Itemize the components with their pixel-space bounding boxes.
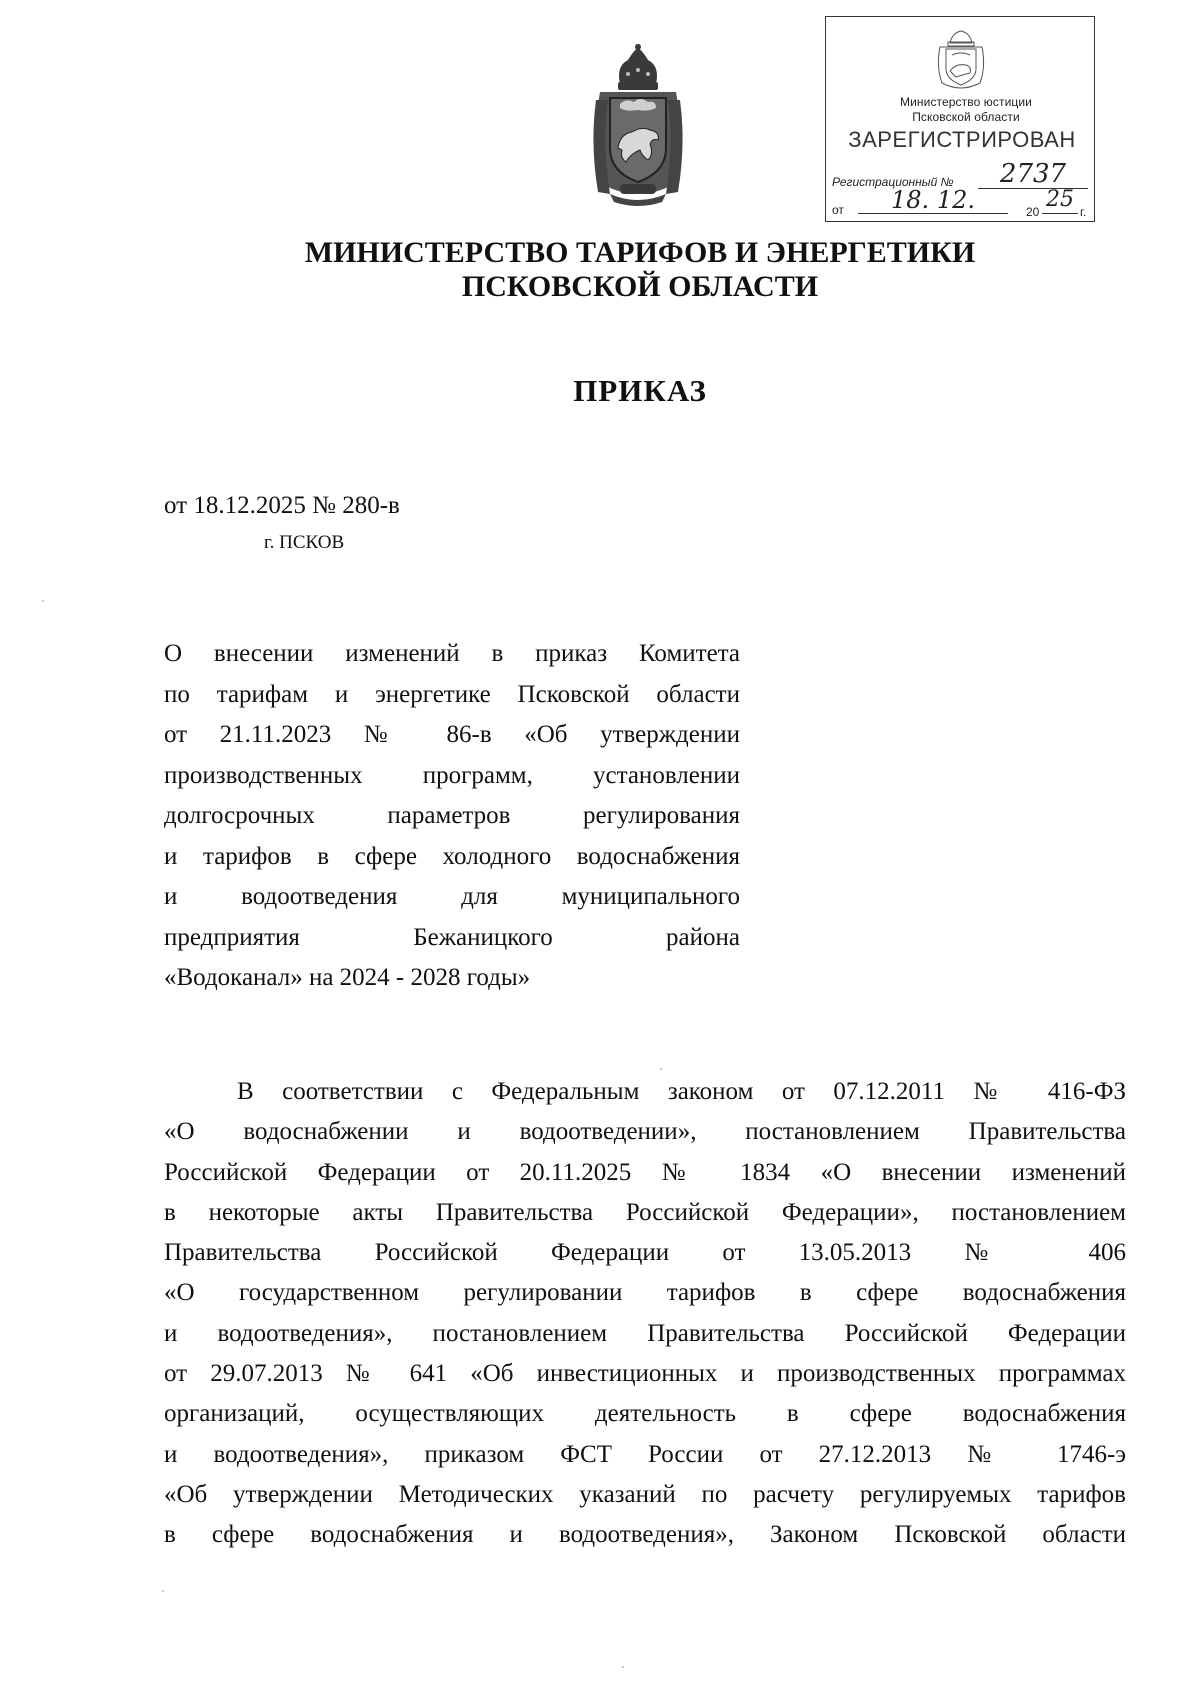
- coat-of-arms-emblem: [590, 44, 686, 206]
- scan-speck: [660, 1068, 662, 1070]
- ministry-heading: [200, 236, 1080, 304]
- body-line: в некоторые акты Правительства Российской Федерации», постановлением: [164, 1198, 1126, 1226]
- scan-speck: [622, 1666, 624, 1668]
- order-body-paragraph: [164, 1072, 1126, 1556]
- stamp-emblem-icon: [934, 29, 988, 91]
- ministry-heading-line-2: ПСКОВСКОЙ ОБЛАСТИ: [461, 270, 819, 303]
- body-line: «О государственном регулировании тарифов в сфере водоснабжения: [164, 1279, 1126, 1307]
- body-line: в сфере водоснабжения и водоотведения», Законом Псковской области: [164, 1521, 1126, 1549]
- subject-line: по тарифам и энергетике Псковской области: [164, 680, 740, 708]
- scan-speck: [162, 1590, 164, 1592]
- subject-line: от 21.11.2023 № 86-в «Об утверждении: [164, 721, 740, 748]
- order-date-number: от 18.12.2025 № 280-в: [164, 492, 400, 519]
- stamp-reg-label: Регистрационный №: [832, 175, 954, 189]
- ministry-heading-line-1: МИНИСТЕРСТВО ТАРИФОВ И ЭНЕРГЕТИКИ: [304, 236, 976, 269]
- order-subject: [164, 634, 740, 999]
- stamp-org-line-1: Министерство юстиции: [900, 95, 1032, 109]
- body-line: и водоотведения», постановлением Правительства Российской Федерации: [164, 1319, 1126, 1347]
- scan-speck: [42, 600, 44, 602]
- order-city: г. ПСКОВ: [264, 532, 345, 553]
- subject-line: предприятия Бежаницкого района: [164, 923, 740, 951]
- subject-line: «Водоканал» на 2024 - 2028 годы»: [164, 964, 531, 991]
- stamp-date-value: 18. 12.: [858, 187, 1008, 214]
- stamp-year-prefix: 20: [1026, 205, 1040, 219]
- subject-line: долгосрочных параметров регулирования: [164, 802, 740, 829]
- body-line: Российской Федерации от 20.11.2025 № 1834 «О внесении изменений: [164, 1158, 1126, 1186]
- body-line: и водоотведения», приказом ФСТ России от 27.12.2013 № 1746-э: [164, 1440, 1126, 1468]
- stamp-org-line-2: Псковской области: [912, 110, 1020, 124]
- subject-line: и тарифов в сфере холодного водоснабжения: [164, 842, 740, 870]
- body-line: «Об утверждении Методических указаний по расчету регулируемых тарифов: [164, 1480, 1126, 1508]
- stamp-status-registered: ЗАРЕГИСТРИРОВАН: [848, 127, 1076, 152]
- document-type-title: ПРИКАЗ: [573, 373, 707, 408]
- stamp-year-value: 25: [1042, 187, 1078, 214]
- subject-line: О внесении изменений в приказ Комитета: [164, 640, 740, 667]
- body-line: «О водоснабжении и водоотведении», постановлением Правительства: [164, 1118, 1126, 1146]
- body-line: Правительства Российской Федерации от 13.05.2013 № 406: [164, 1239, 1126, 1267]
- subject-line: и водоотведения для муниципального: [164, 883, 740, 910]
- stamp-date-prefix: от: [832, 203, 844, 217]
- stamp-date-row: [830, 186, 1092, 221]
- stamp-year-suffix: г.: [1080, 205, 1087, 219]
- body-line: В соответствии с Федеральным законом от 07.12.2011 № 416-ФЗ: [237, 1078, 1126, 1105]
- registration-stamp: [825, 16, 1095, 222]
- body-line: организаций, осуществляющих деятельность в сфере водоснабжения: [164, 1400, 1126, 1428]
- stamp-reg-number: 2737: [978, 161, 1088, 189]
- body-line: от 29.07.2013 № 641 «Об инвестиционных и производственных программах: [164, 1360, 1126, 1388]
- subject-line: производственных программ, установлении: [164, 761, 740, 789]
